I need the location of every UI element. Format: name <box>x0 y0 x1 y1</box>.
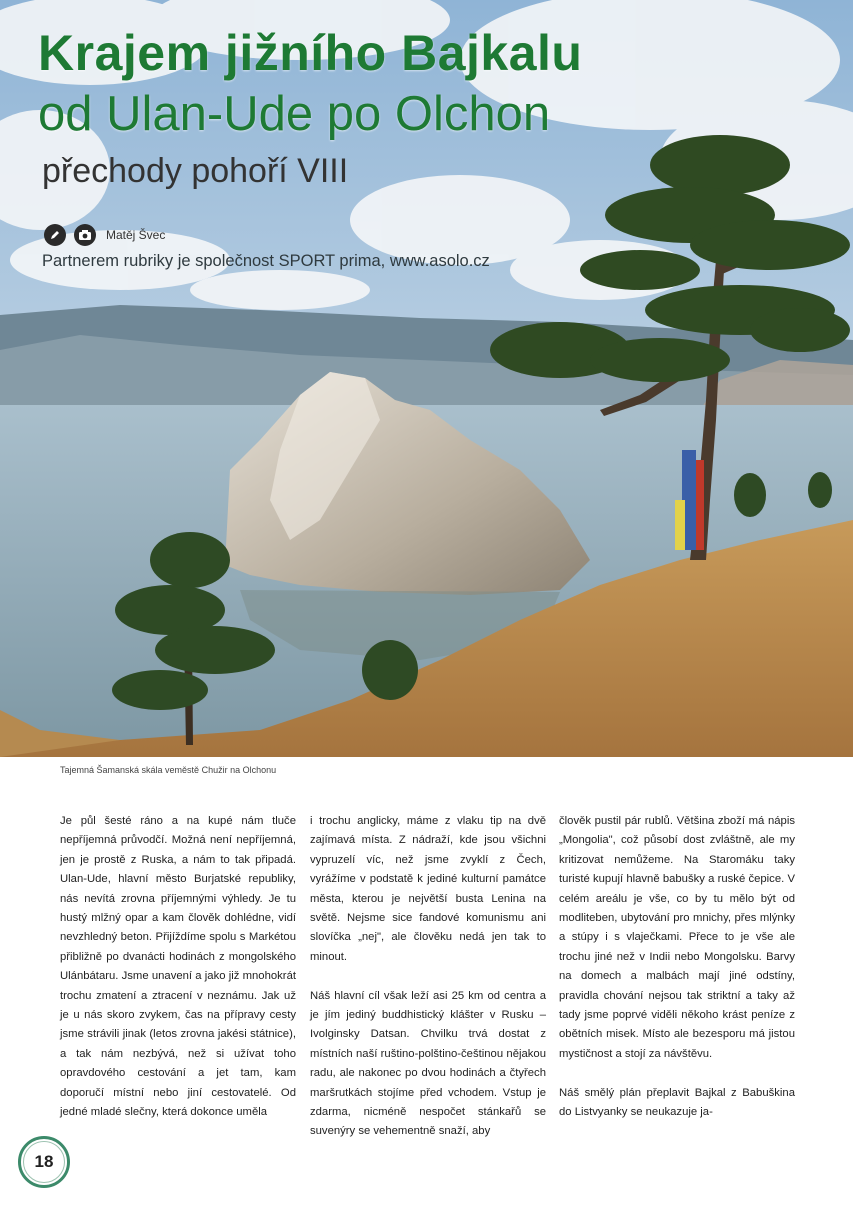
article-title-line1: Krajem jižního Bajkalu <box>38 25 583 81</box>
photo-caption: Tajemná Šamanská skála veměstě Chužir na Olchonu <box>60 765 277 775</box>
camera-icon <box>74 224 96 246</box>
paragraph: Náš hlavní cíl však leží asi 25 km od centra a je jím jediný buddhistický klášter v Rusku – Ivolginsky Datsan. Chvilku trvá dostat z místních naší ruštino-polštino-češtinou nějakou radu, ale nakonec po dvou hodinách a čtyřech maršrutkách stojíme před vchodem. Vstup je zdarma, nicméně nespočet stánkařů se suvenýry se vehementně snaží, aby <box>310 989 546 1138</box>
text-column-2 <box>310 812 546 1142</box>
pen-icon <box>44 224 66 246</box>
paragraph: Je půl šesté ráno a na kupé nám tluče nepříjemná průvodčí. Možná není nepříjemná, jen je prostě z Ruska, a nám to tak připadá. Ulan-Ude, hlavní město Burjatské republiky, nás nevítá zrovna příjemnými výhledy. Je tu hustý mlžný opar a kam člověk dohlédne, vidí nevzhledný beton. Přijíždíme spolu s Markétou přibližně po dvanácti hodinách z mongolského Ulánbátaru. Jsme unavení a jako již mnohokrát trochu zmatení a ztracení v neznámu. Jak už je u nás skoro zvykem, čas na přípravy cesty jsme strávili jinak (letos zrovna jakési státnice), a tak nám nezbývá, než si užívat toho opravdového cestování a jet tam, kam doporučí místní nebo jiní cestovatelé. Od jedné mladé slečny, která dokonce uměla <box>60 815 296 1119</box>
page-number-badge <box>18 1136 70 1188</box>
paragraph: Náš smělý plán přeplavit Bajkal z Babuškina do Listvyanky se neukazuje ja- <box>559 1086 795 1119</box>
partner-line: Partnerem rubriky je společnost SPORT prima, www.asolo.cz <box>42 252 490 270</box>
article-title-line2: od Ulan-Ude po Olchon <box>38 87 551 141</box>
paragraph: i trochu anglicky, máme z vlaku tip na dvě zajímavá místa. Z nádraží, kde jsou všichni vypruzelí víc, než jsme zvyklí z Čech, vyrážíme v podstatě k jediné kulturní památce města, kterou je největší busta Lenina na světě. Nejsme sice fandové komunismu ani slovíčka „nej", ale člověku nedá jen tak to minout. <box>310 815 546 963</box>
page-number: 18 <box>23 1141 65 1183</box>
text-column-1 <box>60 812 296 1123</box>
author-name: Matěj Švec <box>106 228 166 242</box>
author-credits <box>44 222 165 248</box>
article-subtitle: přechody pohoří VIII <box>42 152 349 190</box>
paragraph: člověk pustil pár rublů. Většina zboží má nápis „Mongolia", což působí dost zvláštně, ale my kritizovat nemůžeme. Na Staromáku taky turisté kupují hlavně babušky a ruské čepice. V celém areálu je vše, co by tu mělo být od modliteben, ubytování pro mnichy, přes mlýnky a stúpy i s vlaječkami. Přece to je vše ale trochu jiné než v Indii nebo Mongolsku. Barvy na domech a malbách mají jiné odstíny, pravidla chování nejsou tak striktní a taky až tady jsme poprvé viděli někoho krást peníze z obětních misek. Místo ale bezesporu má jistou mystičnost a stojí za návštěvu. <box>559 815 795 1060</box>
text-column-3 <box>559 812 795 1122</box>
